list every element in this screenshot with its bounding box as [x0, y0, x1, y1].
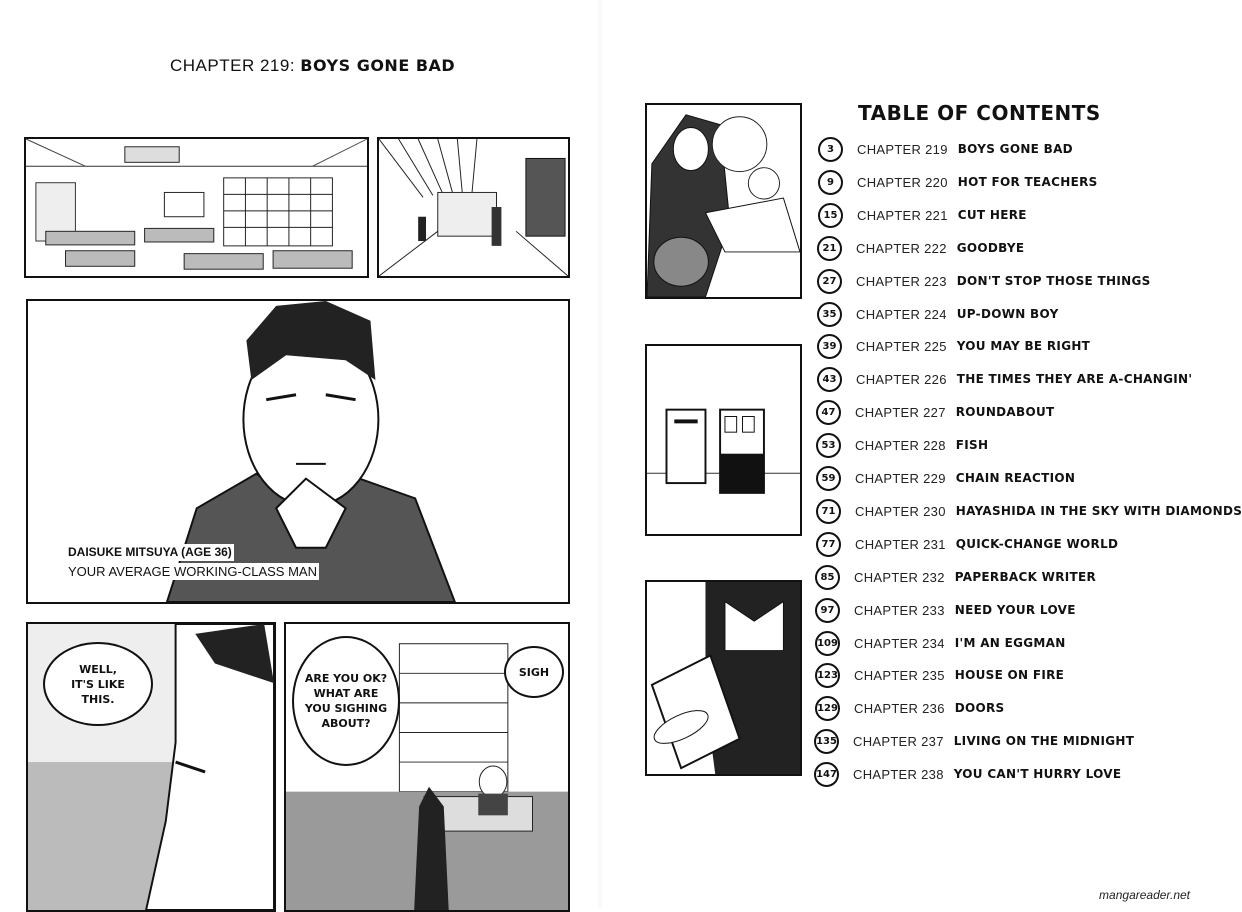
- toc-entry: [815, 564, 1096, 590]
- toc-chapter-title: QUICK-CHANGE WORLD: [955, 537, 1119, 551]
- speech-bubble-are-you-ok: [292, 636, 400, 766]
- toc-entry: [816, 399, 1055, 425]
- toc-page-number: 9: [818, 170, 843, 195]
- toc-chapter-title: I'M AN EGGMAN: [954, 636, 1066, 650]
- toc-entry: [815, 695, 1004, 721]
- corridor-illustration: [379, 139, 568, 276]
- toc-chapter-title: YOU MAY BE RIGHT: [956, 339, 1091, 353]
- toc-entry: [818, 202, 1027, 228]
- toc-page-number: 71: [816, 499, 841, 524]
- toc-page-number: 59: [816, 466, 841, 491]
- toc-chapter-title: YOU CAN'T HURRY LOVE: [953, 767, 1122, 781]
- toc-entry: [816, 498, 1242, 524]
- panel-profile: [26, 622, 276, 912]
- character-description-caption: YOUR AVERAGE WORKING-CLASS MAN: [68, 564, 317, 579]
- toc-page-number: 147: [814, 762, 839, 787]
- toc-chapter-title: BOYS GONE BAD: [957, 142, 1073, 156]
- toc-chapter-number: CHAPTER 219: [857, 141, 948, 157]
- toc-entry: [816, 432, 988, 458]
- toc-entry: [818, 169, 1098, 195]
- toc-entry: [814, 761, 1121, 787]
- toc-page-number: 85: [815, 565, 840, 590]
- toc-chapter-number: CHAPTER 229: [855, 470, 946, 486]
- toc-entry: [817, 268, 1151, 294]
- speech-text-are-you-ok: ARE YOU OK? WHAT ARE YOU SIGHING ABOUT?: [304, 672, 388, 730]
- toc-chapter-number: CHAPTER 230: [855, 503, 946, 519]
- toc-chapter-title: CUT HERE: [957, 208, 1027, 222]
- toc-chapter-number: CHAPTER 226: [856, 371, 947, 387]
- toc-chapter-number: CHAPTER 222: [856, 240, 947, 256]
- chapter-title: BOYS GONE BAD: [300, 56, 456, 75]
- toc-page-number: 39: [817, 334, 842, 359]
- panel-office-interior: [24, 137, 369, 278]
- page-gutter: [598, 0, 602, 908]
- toc-entry: [817, 235, 1024, 261]
- toc-page-number: 129: [815, 696, 840, 721]
- toc-page-number: 123: [815, 663, 840, 688]
- speech-bubble-well: [43, 642, 153, 726]
- toc-chapter-number: CHAPTER 221: [857, 207, 948, 223]
- panel-mailbox: [645, 344, 802, 536]
- panel-office-conversation: [284, 622, 570, 912]
- toc-page-number: 53: [816, 433, 841, 458]
- toc-chapter-title: PAPERBACK WRITER: [954, 570, 1097, 584]
- toc-chapter-number: CHAPTER 228: [855, 437, 946, 453]
- toc-chapter-number: CHAPTER 235: [854, 667, 945, 683]
- toc-chapter-number: CHAPTER 234: [854, 635, 945, 651]
- toc-page-number: 27: [817, 269, 842, 294]
- toc-entry: [817, 366, 1192, 392]
- kiss-mug-illustration: [647, 582, 800, 774]
- toc-entry: [814, 728, 1134, 754]
- gorilla-flowers-illustration: [647, 105, 800, 297]
- toc-chapter-number: CHAPTER 237: [853, 733, 944, 749]
- toc-chapter-title: HOT FOR TEACHERS: [957, 175, 1098, 189]
- watermark: mangareader.net: [1099, 888, 1190, 902]
- toc-chapter-title: GOODBYE: [956, 241, 1025, 255]
- speech-bubble-sigh: [504, 646, 564, 698]
- toc-chapter-title: NEED YOUR LOVE: [954, 603, 1076, 617]
- character-name-caption: DAISUKE MITSUYA (AGE 36): [68, 545, 232, 559]
- toc-entry: [817, 301, 1059, 327]
- toc-page-number: 97: [815, 598, 840, 623]
- speech-text-sigh: SIGH: [518, 665, 550, 679]
- toc-entry: [818, 136, 1073, 162]
- toc-chapter-number: CHAPTER 238: [853, 766, 944, 782]
- toc-page-number: 77: [816, 532, 841, 557]
- toc-chapter-number: CHAPTER 232: [854, 569, 945, 585]
- toc-page-number: 43: [817, 367, 842, 392]
- toc-chapter-number: CHAPTER 227: [855, 404, 946, 420]
- toc-page-number: 135: [814, 729, 839, 754]
- panel-corridor: [377, 137, 570, 278]
- toc-chapter-title: LIVING ON THE MIDNIGHT: [953, 734, 1135, 748]
- mailbox-illustration: [647, 346, 800, 534]
- toc-entry: [816, 465, 1075, 491]
- toc-page-number: 47: [816, 400, 841, 425]
- toc-page-number: 109: [815, 631, 840, 656]
- toc-page-number: 35: [817, 302, 842, 327]
- toc-chapter-title: HAYASHIDA IN THE SKY WITH DIAMONDS: [955, 504, 1242, 518]
- toc-chapter-title: UP-DOWN BOY: [956, 307, 1059, 321]
- toc-entry: [816, 531, 1118, 557]
- chapter-header: [170, 56, 455, 76]
- toc-page-number: 21: [817, 236, 842, 261]
- toc-entry: [815, 597, 1076, 623]
- toc-chapter-number: CHAPTER 236: [854, 700, 945, 716]
- speech-text-well: WELL, IT'S LIKE THIS.: [71, 662, 125, 706]
- toc-chapter-number: CHAPTER 231: [855, 536, 946, 552]
- panel-gorilla-flowers: [645, 103, 802, 299]
- toc-chapter-number: CHAPTER 225: [856, 338, 947, 354]
- toc-chapter-title: FISH: [955, 438, 989, 452]
- toc-entry: [815, 630, 1066, 656]
- toc-chapter-title: DON'T STOP THOSE THINGS: [956, 274, 1151, 288]
- toc-title: TABLE OF CONTENTS: [858, 101, 1101, 125]
- toc-chapter-title: DOORS: [954, 701, 1005, 715]
- panel-portrait: [26, 299, 570, 604]
- toc-page-number: 3: [818, 137, 843, 162]
- office-illustration: [26, 139, 367, 276]
- toc-chapter-title: ROUNDABOUT: [955, 405, 1055, 419]
- toc-chapter-number: CHAPTER 233: [854, 602, 945, 618]
- toc-chapter-number: CHAPTER 224: [856, 306, 947, 322]
- toc-chapter-number: CHAPTER 220: [857, 174, 948, 190]
- toc-chapter-title: HOUSE ON FIRE: [954, 668, 1065, 682]
- toc-chapter-title: THE TIMES THEY ARE A-CHANGIN': [956, 372, 1193, 386]
- toc-entry: [815, 662, 1064, 688]
- toc-entry: [817, 333, 1090, 359]
- toc-chapter-number: CHAPTER 223: [856, 273, 947, 289]
- toc-chapter-title: CHAIN REACTION: [955, 471, 1076, 485]
- chapter-label: CHAPTER 219:: [170, 56, 296, 75]
- panel-kiss-mug: [645, 580, 802, 776]
- toc-page-number: 15: [818, 203, 843, 228]
